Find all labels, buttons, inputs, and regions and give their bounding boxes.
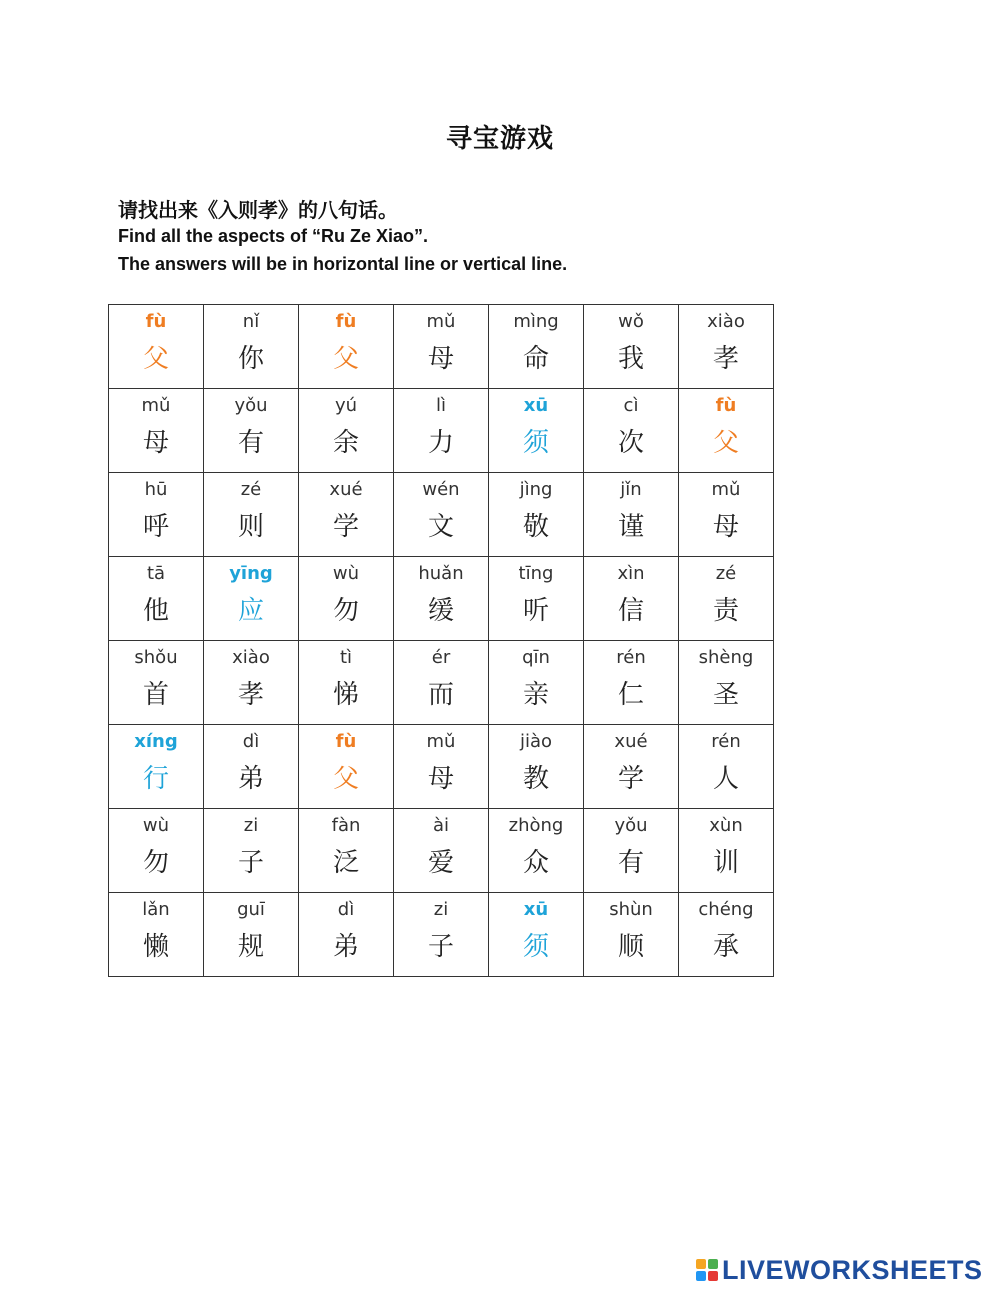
grid-cell[interactable] bbox=[679, 641, 774, 725]
pinyin-label: shǒu bbox=[134, 647, 178, 668]
grid-cell[interactable] bbox=[394, 809, 489, 893]
hanzi-character: 文 bbox=[427, 512, 454, 542]
pinyin-label: ài bbox=[432, 815, 450, 836]
pinyin-label: rén bbox=[711, 731, 741, 752]
grid-cell[interactable] bbox=[584, 305, 679, 389]
grid-cell[interactable] bbox=[679, 305, 774, 389]
pinyin-label: rén bbox=[616, 647, 646, 668]
hanzi-character: 爱 bbox=[427, 848, 454, 878]
grid-cell[interactable] bbox=[679, 389, 774, 473]
pinyin-label: dì bbox=[337, 899, 355, 920]
grid-cell[interactable] bbox=[489, 473, 584, 557]
hanzi-character: 亲 bbox=[522, 680, 549, 710]
hanzi-character: 呼 bbox=[142, 512, 169, 542]
pinyin-label: shùn bbox=[609, 899, 653, 920]
pinyin-label: fù bbox=[145, 311, 167, 332]
pinyin-label: mìng bbox=[513, 311, 559, 332]
pinyin-label: mǔ bbox=[426, 311, 456, 332]
grid-cell[interactable] bbox=[204, 557, 299, 641]
grid-cell[interactable] bbox=[394, 641, 489, 725]
hanzi-character: 母 bbox=[427, 764, 454, 794]
grid-cell[interactable] bbox=[204, 809, 299, 893]
hanzi-character: 应 bbox=[237, 596, 264, 626]
pinyin-label: xùn bbox=[709, 815, 743, 836]
pinyin-label: ér bbox=[431, 647, 451, 668]
pinyin-label: zé bbox=[240, 479, 262, 500]
hanzi-character: 信 bbox=[617, 596, 644, 626]
pinyin-label: mǔ bbox=[141, 395, 171, 416]
grid-cell[interactable] bbox=[109, 809, 204, 893]
grid-cell[interactable] bbox=[299, 893, 394, 977]
logo-square bbox=[708, 1259, 718, 1269]
grid-cell[interactable] bbox=[394, 557, 489, 641]
grid-cell[interactable] bbox=[489, 305, 584, 389]
hanzi-character: 听 bbox=[522, 596, 549, 626]
hanzi-character: 须 bbox=[522, 932, 549, 962]
pinyin-label: fù bbox=[335, 731, 357, 752]
hanzi-character: 众 bbox=[522, 848, 549, 878]
grid-cell[interactable] bbox=[584, 557, 679, 641]
pinyin-label: xū bbox=[523, 395, 549, 416]
hanzi-character: 余 bbox=[332, 428, 359, 458]
grid-row bbox=[109, 893, 774, 977]
pinyin-label: chéng bbox=[698, 899, 754, 920]
hanzi-character: 教 bbox=[522, 764, 549, 794]
grid-cell[interactable] bbox=[489, 557, 584, 641]
hanzi-character: 而 bbox=[427, 680, 454, 710]
logo-square bbox=[696, 1259, 706, 1269]
grid-row bbox=[109, 305, 774, 389]
hanzi-character: 力 bbox=[427, 428, 454, 458]
grid-row bbox=[109, 557, 774, 641]
pinyin-label: lì bbox=[435, 395, 446, 416]
hanzi-character: 有 bbox=[617, 848, 644, 878]
hanzi-character: 泛 bbox=[332, 848, 359, 878]
grid-cell[interactable] bbox=[109, 389, 204, 473]
hanzi-character: 母 bbox=[142, 428, 169, 458]
grid-cell[interactable] bbox=[204, 473, 299, 557]
instruction-english-1: Find all the aspects of “Ru Ze Xiao”. bbox=[118, 226, 429, 246]
pinyin-label: xū bbox=[523, 899, 549, 920]
hanzi-character: 子 bbox=[427, 932, 454, 962]
grid-cell[interactable] bbox=[584, 725, 679, 809]
pinyin-label: fù bbox=[335, 311, 357, 332]
hanzi-character: 我 bbox=[617, 344, 644, 374]
grid-row bbox=[109, 809, 774, 893]
grid-cell[interactable] bbox=[679, 473, 774, 557]
grid-cell[interactable] bbox=[204, 641, 299, 725]
grid-cell[interactable] bbox=[299, 305, 394, 389]
grid-cell[interactable] bbox=[109, 725, 204, 809]
grid-cell[interactable] bbox=[584, 809, 679, 893]
pinyin-label: mǔ bbox=[711, 479, 741, 500]
grid-cell[interactable] bbox=[109, 893, 204, 977]
grid-row bbox=[109, 725, 774, 809]
grid-cell[interactable] bbox=[204, 893, 299, 977]
pinyin-label: zi bbox=[433, 899, 449, 920]
grid-row bbox=[109, 389, 774, 473]
grid-row bbox=[109, 641, 774, 725]
grid-cell[interactable] bbox=[299, 725, 394, 809]
grid-cell[interactable] bbox=[394, 389, 489, 473]
grid-cell[interactable] bbox=[489, 641, 584, 725]
pinyin-label: wù bbox=[332, 563, 360, 584]
instruction-english-2: The answers will be in horizontal line or vertical line. bbox=[118, 254, 568, 274]
grid-cell[interactable] bbox=[679, 809, 774, 893]
grid-cell[interactable] bbox=[584, 641, 679, 725]
pinyin-label: yǒu bbox=[234, 395, 268, 416]
hanzi-character: 仁 bbox=[617, 680, 644, 710]
logo-square bbox=[696, 1271, 706, 1281]
pinyin-label: yǒu bbox=[614, 815, 648, 836]
hanzi-character: 他 bbox=[142, 596, 169, 626]
hanzi-character: 敬 bbox=[522, 512, 549, 542]
grid-cell[interactable] bbox=[394, 305, 489, 389]
pinyin-label: shèng bbox=[698, 647, 754, 668]
pinyin-label: jǐn bbox=[620, 479, 642, 500]
grid-cell[interactable] bbox=[584, 389, 679, 473]
grid-cell[interactable] bbox=[299, 473, 394, 557]
grid-cell[interactable] bbox=[109, 305, 204, 389]
grid-cell[interactable] bbox=[584, 893, 679, 977]
pinyin-label: zhòng bbox=[508, 815, 564, 836]
hanzi-character: 人 bbox=[712, 764, 739, 794]
pinyin-label: yú bbox=[334, 395, 358, 416]
pinyin-label: guī bbox=[237, 899, 265, 920]
pinyin-label: lǎn bbox=[142, 899, 170, 920]
hanzi-character: 圣 bbox=[712, 680, 739, 710]
grid-cell[interactable] bbox=[299, 557, 394, 641]
pinyin-label: wǒ bbox=[618, 311, 644, 332]
hanzi-character: 子 bbox=[237, 848, 264, 878]
pinyin-label: jìng bbox=[519, 479, 553, 500]
hanzi-character: 父 bbox=[142, 344, 169, 374]
hanzi-character: 母 bbox=[712, 512, 739, 542]
grid-cell[interactable] bbox=[299, 809, 394, 893]
liveworksheets-logo bbox=[696, 1253, 983, 1287]
hanzi-character: 母 bbox=[427, 344, 454, 374]
hanzi-character: 缓 bbox=[427, 596, 454, 626]
hanzi-character: 父 bbox=[332, 344, 359, 374]
hanzi-character: 懒 bbox=[142, 932, 169, 962]
pinyin-label: xìn bbox=[617, 563, 645, 584]
pinyin-label: xiào bbox=[707, 311, 745, 332]
word-search-grid bbox=[108, 304, 774, 977]
pinyin-label: yīng bbox=[229, 563, 273, 584]
hanzi-character: 规 bbox=[237, 932, 264, 962]
pinyin-label: wén bbox=[422, 479, 460, 500]
grid-cell[interactable] bbox=[204, 725, 299, 809]
grid-cell[interactable] bbox=[679, 893, 774, 977]
grid-cell[interactable] bbox=[394, 725, 489, 809]
page-title: 寻宝游戏 bbox=[445, 124, 554, 154]
hanzi-character: 勿 bbox=[332, 596, 359, 626]
pinyin-label: fàn bbox=[331, 815, 361, 836]
grid-cell[interactable] bbox=[489, 809, 584, 893]
grid-cell[interactable] bbox=[299, 641, 394, 725]
pinyin-label: dì bbox=[242, 731, 260, 752]
hanzi-character: 首 bbox=[142, 680, 169, 710]
pinyin-label: xiào bbox=[232, 647, 270, 668]
pinyin-label: cì bbox=[623, 395, 639, 416]
pinyin-label: hū bbox=[144, 479, 168, 500]
hanzi-character: 次 bbox=[617, 428, 644, 458]
hanzi-character: 悌 bbox=[332, 680, 359, 710]
pinyin-label: wù bbox=[142, 815, 170, 836]
grid-cell[interactable] bbox=[394, 893, 489, 977]
hanzi-character: 则 bbox=[237, 512, 264, 542]
hanzi-character: 孝 bbox=[237, 680, 264, 710]
hanzi-character: 训 bbox=[712, 848, 739, 878]
grid-cell[interactable] bbox=[584, 473, 679, 557]
instruction-chinese: 请找出来《入则孝》的八句话。 bbox=[118, 198, 398, 222]
hanzi-character: 你 bbox=[237, 344, 264, 374]
pinyin-label: huǎn bbox=[418, 563, 464, 584]
grid-row bbox=[109, 473, 774, 557]
pinyin-label: tīng bbox=[518, 563, 554, 584]
hanzi-character: 父 bbox=[712, 428, 739, 458]
grid-cell[interactable] bbox=[394, 473, 489, 557]
pinyin-label: tā bbox=[146, 563, 166, 584]
logo-square bbox=[708, 1271, 718, 1281]
grid-cell[interactable] bbox=[679, 557, 774, 641]
hanzi-character: 命 bbox=[522, 344, 549, 374]
hanzi-character: 学 bbox=[617, 764, 644, 794]
pinyin-label: mǔ bbox=[426, 731, 456, 752]
pinyin-label: xíng bbox=[134, 731, 178, 752]
hanzi-character: 父 bbox=[332, 764, 359, 794]
hanzi-character: 谨 bbox=[617, 512, 644, 542]
grid-cell[interactable] bbox=[109, 473, 204, 557]
grid-cell[interactable] bbox=[489, 893, 584, 977]
hanzi-character: 承 bbox=[712, 932, 739, 962]
logo-mark-icon bbox=[696, 1259, 718, 1281]
logo-text: LIVEWORKSHEETS bbox=[722, 1254, 983, 1285]
grid-cell[interactable] bbox=[204, 389, 299, 473]
hanzi-character: 顺 bbox=[617, 932, 644, 962]
pinyin-label: zi bbox=[243, 815, 259, 836]
grid-cell[interactable] bbox=[204, 305, 299, 389]
hanzi-character: 行 bbox=[142, 764, 169, 794]
grid-cell[interactable] bbox=[489, 725, 584, 809]
pinyin-label: tì bbox=[339, 647, 353, 668]
hanzi-character: 须 bbox=[522, 428, 549, 458]
hanzi-character: 责 bbox=[712, 596, 739, 626]
hanzi-character: 学 bbox=[332, 512, 359, 542]
pinyin-label: fù bbox=[715, 395, 737, 416]
hanzi-character: 弟 bbox=[332, 932, 359, 962]
hanzi-character: 弟 bbox=[237, 764, 264, 794]
hanzi-character: 勿 bbox=[142, 848, 169, 878]
hanzi-character: 孝 bbox=[712, 344, 739, 374]
grid-cell[interactable] bbox=[489, 389, 584, 473]
grid-cell[interactable] bbox=[109, 641, 204, 725]
pinyin-label: qīn bbox=[522, 647, 550, 668]
pinyin-label: xué bbox=[329, 479, 363, 500]
grid-cell[interactable] bbox=[299, 389, 394, 473]
grid-cell[interactable] bbox=[679, 725, 774, 809]
pinyin-label: jiào bbox=[519, 731, 553, 752]
pinyin-label: zé bbox=[715, 563, 737, 584]
pinyin-label: xué bbox=[614, 731, 648, 752]
grid-cell[interactable] bbox=[109, 557, 204, 641]
pinyin-label: nǐ bbox=[242, 311, 260, 332]
hanzi-character: 有 bbox=[237, 428, 264, 458]
